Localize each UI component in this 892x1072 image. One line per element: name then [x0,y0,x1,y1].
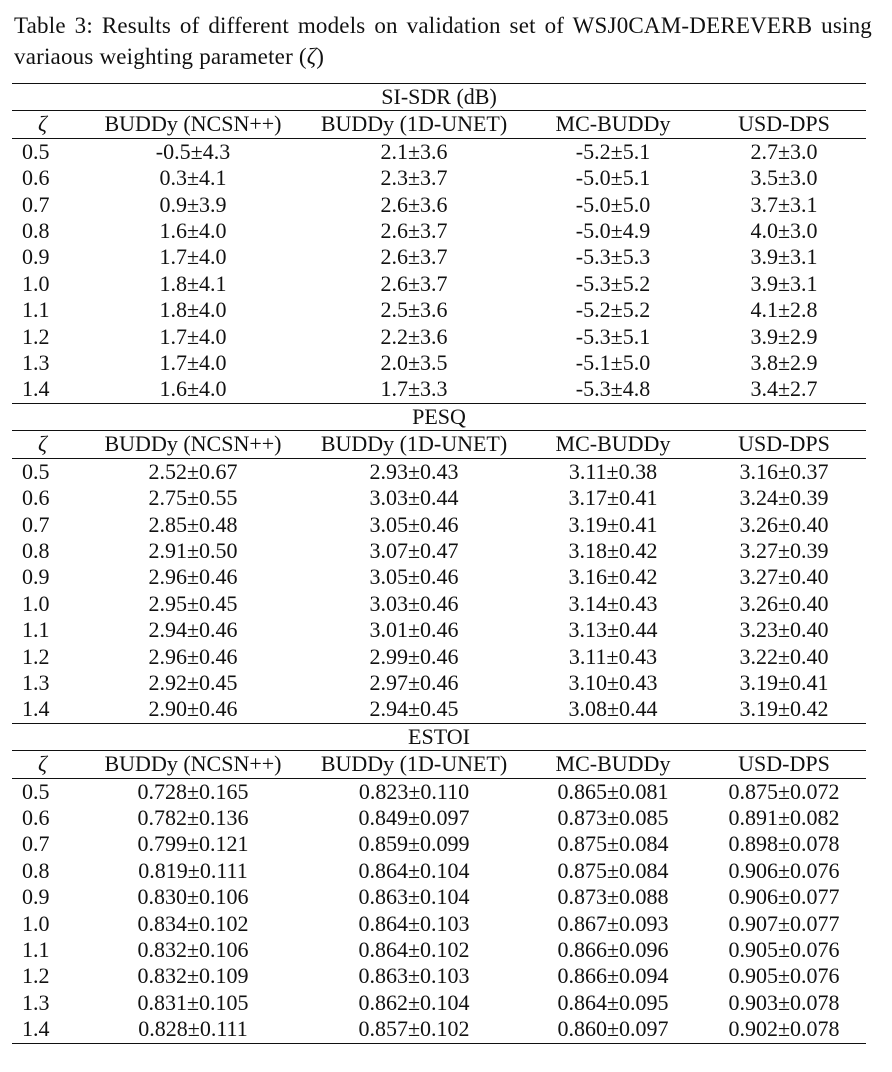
zeta-cell: 0.8 [22,537,50,563]
value-cell: -5.3±5.1 [575,323,651,349]
table-row [12,696,866,723]
zeta-cell: 1.1 [22,937,50,962]
value-cell: 0.905±0.076 [728,937,840,962]
value-cell: 3.05±0.46 [369,564,459,590]
value-cell: 0.862±0.104 [358,989,470,1015]
zeta-cell: 0.9 [22,884,50,910]
table-row [12,778,866,805]
zeta-cell: 1.4 [12,696,82,723]
value-cell: 3.19±0.41 [739,669,829,695]
table-row [12,138,866,165]
value-cell: 0.3±4.1 [159,165,227,191]
value-cell: 0.864±0.104 [358,857,470,883]
column-header-model: BUDDy (1D-UNET) [304,751,524,778]
value-cell: 0.873±0.085 [557,804,669,830]
value-cell: 3.11±0.43 [568,643,658,669]
section-title-row [12,723,866,750]
zeta-cell: 1.2 [22,643,50,669]
value-cell: 2.93±0.43 [369,458,459,484]
value-cell: 2.6±3.7 [380,270,448,296]
value-cell: 0.867±0.093 [557,910,669,936]
value-cell: 0.866±0.096 [557,937,669,962]
value-cell: 2.96±0.46 [148,643,238,669]
column-header-model: BUDDy (NCSN++) [82,111,304,138]
column-header-model: BUDDy (1D-UNET) [304,431,524,458]
value-cell: 0.863±0.103 [358,963,470,989]
section-title: SI-SDR (dB) [12,84,866,111]
value-cell: 3.19±0.42 [702,696,866,723]
table-row [12,805,866,831]
value-cell: 3.01±0.46 [369,617,459,643]
value-cell: 2.2±3.6 [380,323,448,349]
value-cell: 2.94±0.46 [148,617,238,643]
value-cell: 1.8±4.0 [159,297,227,323]
column-header-model: BUDDy (NCSN++) [82,751,304,778]
value-cell: 3.03±0.46 [369,590,459,616]
zeta-cell: 1.4 [12,376,82,403]
value-cell: -5.3±4.8 [524,376,702,403]
value-cell: 1.7±4.0 [159,323,227,349]
column-header-row [12,751,866,778]
table-row [12,990,866,1016]
zeta-cell: 0.8 [22,857,50,883]
value-cell: 1.8±4.1 [159,270,227,296]
value-cell: 0.828±0.111 [82,1016,304,1043]
table-row [12,644,866,670]
zeta-cell: 1.4 [12,1016,82,1043]
value-cell: 3.14±0.43 [568,590,658,616]
zeta-cell: 0.7 [22,831,50,857]
zeta-cell: 0.5 [22,138,50,164]
table-row [12,376,866,403]
table-row [12,963,866,989]
value-cell: 2.90±0.46 [82,696,304,723]
zeta-cell: 1.0 [22,590,50,616]
column-header-zeta: ζ [12,111,82,138]
value-cell: 0.834±0.102 [137,910,249,936]
table-row [12,617,866,643]
value-cell: 2.99±0.46 [369,643,459,669]
zeta-cell: 1.0 [22,910,50,936]
value-cell: 3.9±2.9 [750,323,818,349]
value-cell: 1.6±4.0 [159,218,227,244]
zeta-cell: 1.1 [22,617,50,643]
zeta-cell: 1.3 [22,350,50,376]
value-cell: 0.863±0.104 [358,884,470,910]
table-row [12,324,866,350]
value-cell: 2.6±3.7 [380,218,448,244]
table-row [12,884,866,910]
value-cell: -5.0±4.9 [575,218,651,244]
zeta-cell: 1.2 [22,963,50,989]
zeta-cell: 1.1 [22,297,50,323]
results-table [12,83,866,1044]
column-header-row [12,431,866,458]
value-cell: 3.23±0.40 [739,617,829,643]
value-cell: 0.9±3.9 [159,191,227,217]
value-cell: 3.22±0.40 [739,643,829,669]
value-cell: 3.03±0.44 [369,485,459,511]
zeta-cell: 0.5 [22,458,50,484]
zeta-cell: 0.5 [22,778,50,804]
value-cell: 0.906±0.076 [728,857,840,883]
table-row [12,1016,866,1043]
value-cell: 2.95±0.45 [148,590,238,616]
value-cell: 0.819±0.111 [138,857,248,883]
value-cell: 2.94±0.45 [304,696,524,723]
table-row [12,271,866,297]
value-cell: 0.875±0.084 [557,831,669,857]
column-header-zeta: ζ [12,751,82,778]
value-cell: 0.906±0.077 [728,884,840,910]
zeta-cell: 1.3 [22,669,50,695]
table-row [12,244,866,270]
column-header-zeta: ζ [12,431,82,458]
value-cell: 3.05±0.46 [369,511,459,537]
value-cell: 3.11±0.38 [568,458,658,484]
column-header-model: MC-BUDDy [524,751,702,778]
table-row [12,458,866,485]
value-cell: 3.26±0.40 [739,511,829,537]
value-cell: 3.4±2.7 [702,376,866,403]
value-cell: 0.866±0.094 [557,963,669,989]
value-cell: 4.0±3.0 [750,218,818,244]
value-cell: 3.24±0.39 [739,485,829,511]
value-cell: 0.728±0.165 [137,778,249,804]
value-cell: 2.97±0.46 [369,669,459,695]
value-cell: 2.85±0.48 [148,511,238,537]
table-row [12,831,866,857]
column-header-model: MC-BUDDy [524,431,702,458]
value-cell: 0.903±0.078 [728,989,840,1015]
table-row [12,564,866,590]
value-cell: -5.2±5.1 [575,138,651,164]
column-header-row [12,111,866,138]
value-cell: 3.26±0.40 [739,590,829,616]
value-cell: 3.27±0.40 [739,564,829,590]
value-cell: 2.6±3.7 [380,244,448,270]
value-cell: 3.10±0.43 [568,669,658,695]
value-cell: 1.6±4.0 [82,376,304,403]
table-row [12,512,866,538]
value-cell: 4.1±2.8 [750,297,818,323]
section-title: PESQ [12,403,866,430]
value-cell: -0.5±4.3 [155,138,231,164]
value-cell: 3.5±3.0 [750,165,818,191]
zeta-cell: 0.6 [22,804,50,830]
value-cell: 0.875±0.084 [557,857,669,883]
table-row [12,858,866,884]
zeta-cell: 0.7 [22,511,50,537]
zeta-cell: 0.6 [22,165,50,191]
table-row [12,165,866,191]
section-title-row [12,84,866,111]
table-row [12,538,866,564]
value-cell: 0.902±0.078 [702,1016,866,1043]
zeta-cell: 0.9 [22,564,50,590]
value-cell: 3.13±0.44 [568,617,658,643]
zeta-cell: 0.7 [22,191,50,217]
caption-text-end: ) [316,44,325,69]
value-cell: 0.830±0.106 [137,884,249,910]
value-cell: 0.860±0.097 [524,1016,702,1043]
value-cell: 0.799±0.121 [137,831,249,857]
column-header-model: USD-DPS [702,751,866,778]
section-title: ESTOI [12,723,866,750]
value-cell: 0.831±0.105 [137,989,249,1015]
column-header-model: MC-BUDDy [524,111,702,138]
value-cell: 2.3±3.7 [380,165,448,191]
zeta-cell: 0.6 [22,485,50,511]
value-cell: 0.865±0.081 [557,778,669,804]
column-header-model: USD-DPS [702,111,866,138]
table-caption [14,10,872,72]
value-cell: 0.891±0.082 [728,804,840,830]
zeta-cell: 1.0 [22,270,50,296]
value-cell: 2.6±3.6 [380,191,448,217]
column-header-model: BUDDy (NCSN++) [82,431,304,458]
column-header-model: USD-DPS [702,431,866,458]
table-row [12,350,866,376]
value-cell: 3.16±0.42 [568,564,658,590]
zeta-cell: 0.9 [22,244,50,270]
results-table-body [12,84,866,1044]
zeta-cell: 1.3 [22,989,50,1015]
table-row [12,670,866,696]
value-cell: 3.7±3.1 [750,191,818,217]
value-cell: 0.875±0.072 [728,778,840,804]
value-cell: 2.0±3.5 [380,350,448,376]
table-row [12,192,866,218]
value-cell: 3.17±0.41 [568,485,658,511]
value-cell: 3.18±0.42 [568,537,658,563]
value-cell: 2.91±0.50 [148,537,238,563]
value-cell: 3.16±0.37 [739,458,829,484]
value-cell: -5.0±5.0 [575,191,651,217]
value-cell: 2.7±3.0 [750,138,818,164]
value-cell: 0.898±0.078 [728,831,840,857]
column-header-model: BUDDy (1D-UNET) [304,111,524,138]
zeta-cell: 0.8 [22,218,50,244]
value-cell: 2.92±0.45 [148,669,238,695]
value-cell: 3.8±2.9 [750,350,818,376]
value-cell: 2.5±3.6 [380,297,448,323]
caption-text: Table 3: Results of different models on validation set of WSJ0CAM-DEREVERB using variaous weighting parameter ( [14,13,872,69]
value-cell: 0.857±0.102 [304,1016,524,1043]
value-cell: -5.3±5.3 [575,244,651,270]
value-cell: 1.7±4.0 [159,244,227,270]
value-cell: 3.07±0.47 [369,537,459,563]
value-cell: 0.864±0.102 [358,937,470,962]
value-cell: 0.907±0.077 [728,910,840,936]
table-row [12,937,866,963]
value-cell: 0.864±0.103 [358,910,470,936]
value-cell: 2.1±3.6 [380,138,448,164]
value-cell: 2.96±0.46 [148,564,238,590]
value-cell: -5.0±5.1 [575,165,651,191]
value-cell: 0.849±0.097 [358,804,470,830]
table-row [12,297,866,323]
table-row [12,591,866,617]
caption-zeta-symbol: ζ [306,44,317,69]
value-cell: 3.9±3.1 [750,270,818,296]
value-cell: 0.864±0.095 [557,989,669,1015]
value-cell: -5.3±5.2 [575,270,651,296]
table-row [12,218,866,244]
zeta-cell: 1.2 [22,323,50,349]
value-cell: 1.7±3.3 [304,376,524,403]
value-cell: 0.905±0.076 [728,963,840,989]
value-cell: 0.859±0.099 [358,831,470,857]
value-cell: 0.873±0.088 [557,884,669,910]
value-cell: 1.7±4.0 [159,350,227,376]
value-cell: 0.832±0.106 [137,937,249,962]
table-row [12,911,866,937]
value-cell: 3.27±0.39 [739,537,829,563]
value-cell: 2.75±0.55 [148,485,238,511]
value-cell: 3.9±3.1 [750,244,818,270]
table-row [12,485,866,511]
value-cell: 3.19±0.41 [568,511,658,537]
value-cell: 0.823±0.110 [358,778,470,804]
section-title-row [12,403,866,430]
value-cell: 3.08±0.44 [524,696,702,723]
value-cell: 2.52±0.67 [148,458,238,484]
value-cell: 0.782±0.136 [137,804,249,830]
value-cell: -5.1±5.0 [575,350,651,376]
value-cell: -5.2±5.2 [575,297,651,323]
value-cell: 0.832±0.109 [137,963,249,989]
